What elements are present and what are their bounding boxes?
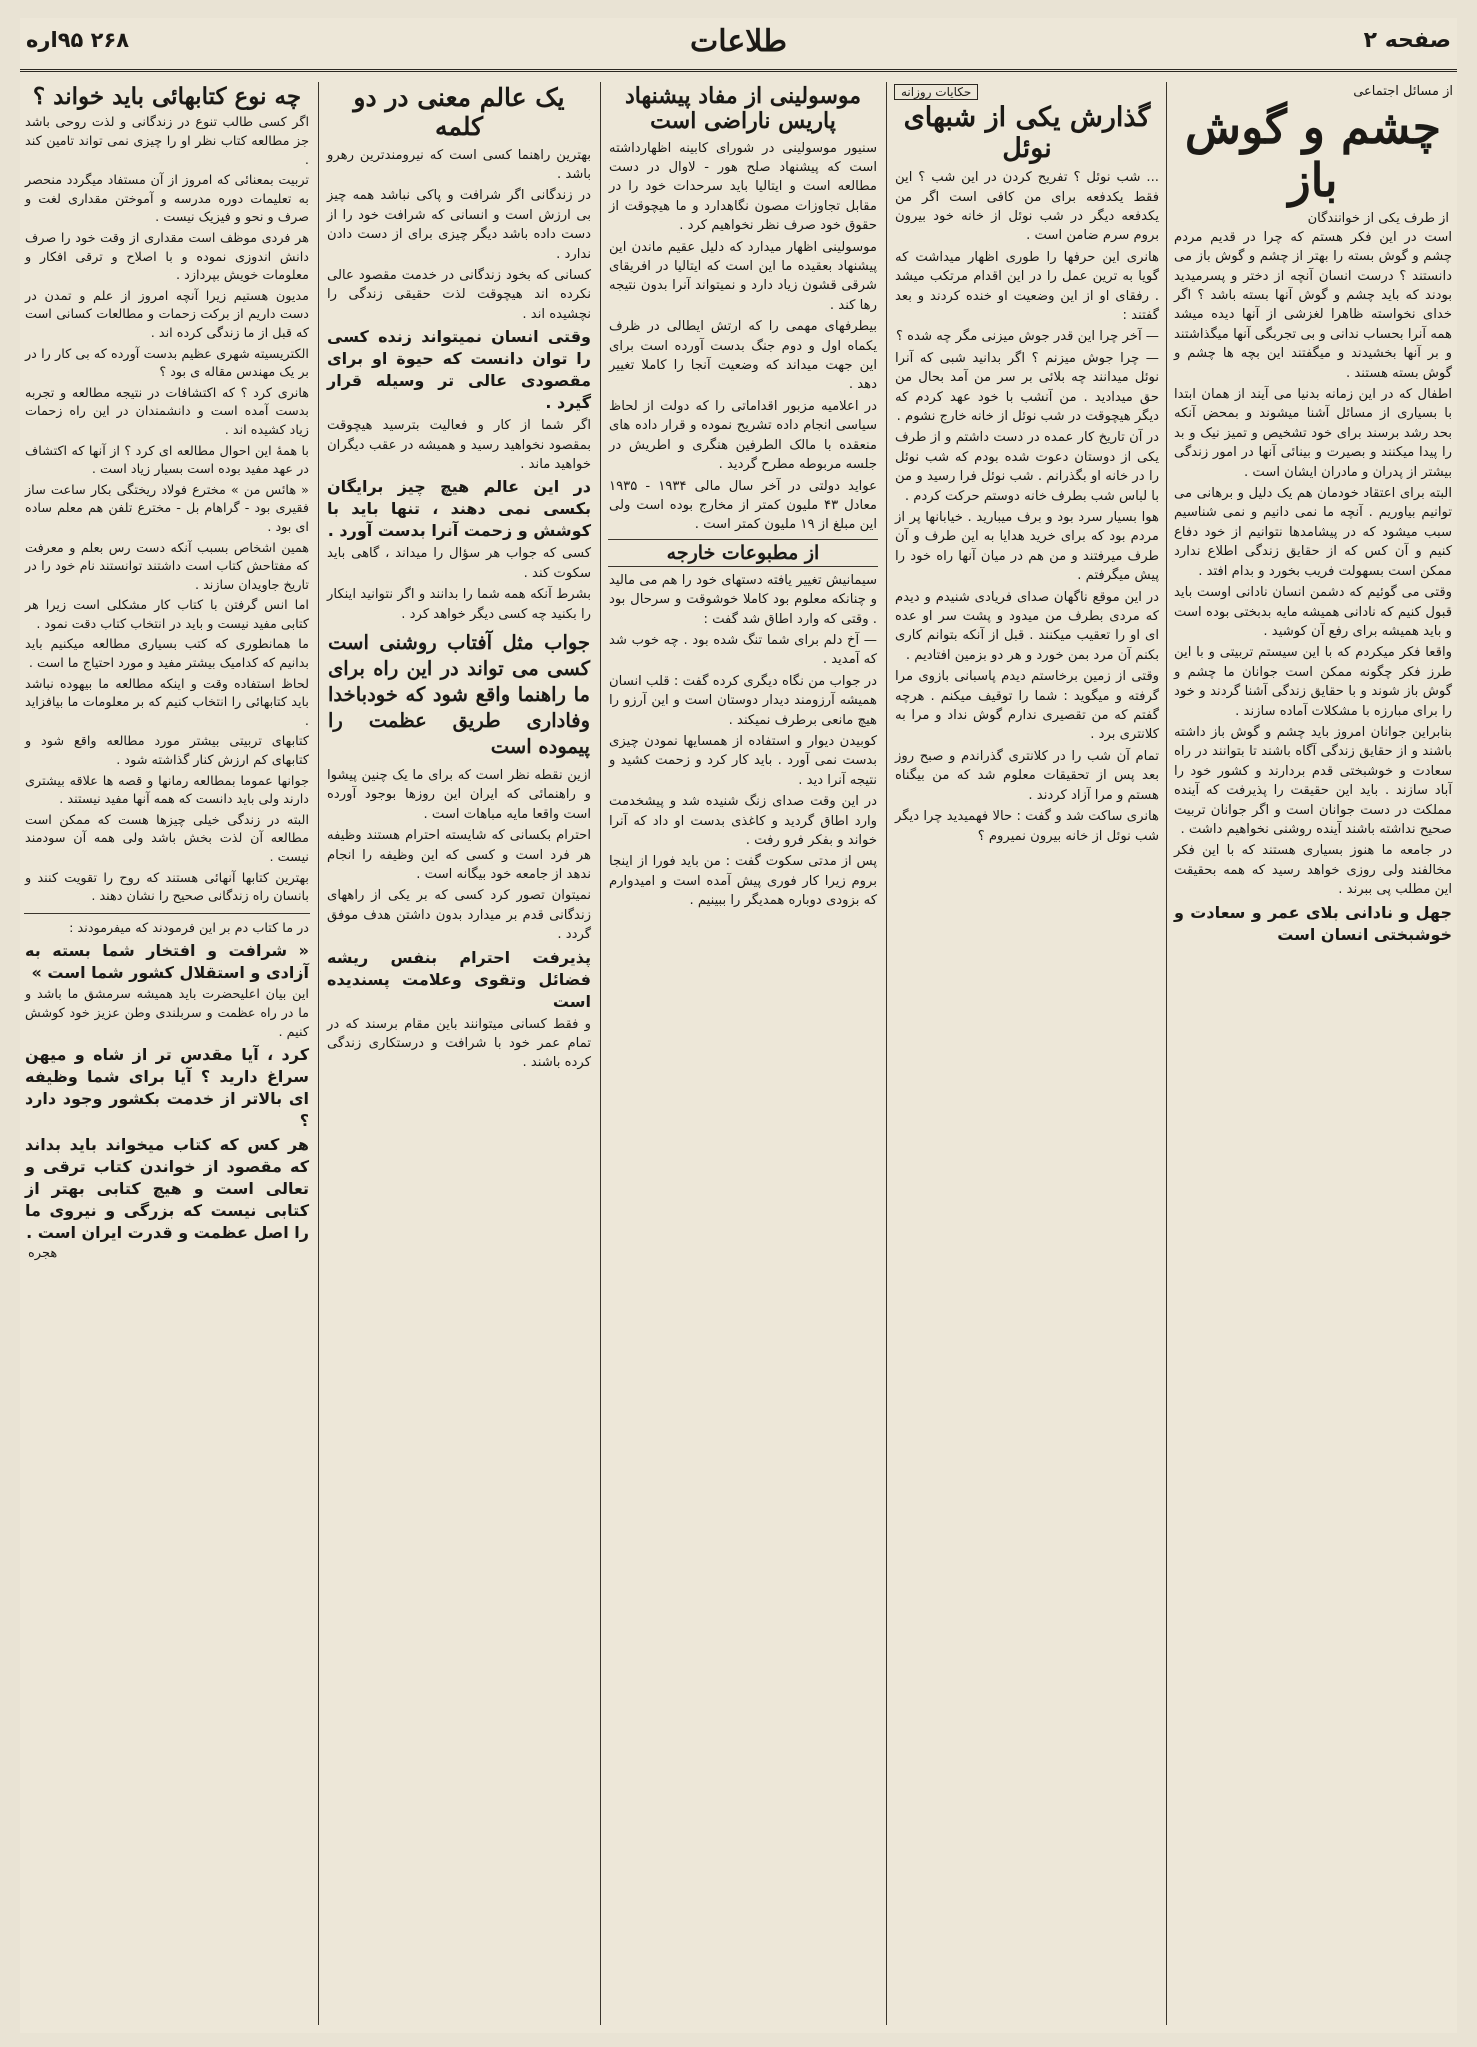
paragraph-emphasis: هر کس که کتاب میخواند باید بداند که مقصود از خواندن کتاب ترقی و تعالی است و هیچ کتابی بهتر از کتابی نیست که بزرگی و نیروی ما را اصل عظمت و قدرت ایران است .: [25, 1135, 309, 1243]
paragraph: در زندگانی اگر شرافت و پاکی نباشد همه چیز بی ارزش است و انسانی که شرافت خود را از دست داده باشد دیگر چیزی برای از دست دادن ندارد .: [327, 188, 591, 262]
column5-headline: چه نوع کتابهائی باید خواند ؟: [32, 83, 302, 110]
paragraph: این بیان اعلیحضرت باید همیشه سرمشق ما باشد و ما در راه عظمت و سربلندی وطن عزیز خود کوشش کنیم .: [25, 987, 309, 1040]
issue-number: ۲۶۸ ۹۵اره: [26, 28, 130, 52]
paragraph: اگر کسی طالب تنوع در زندگانی و لذت روحی باشد جز مطالعه کتاب نظر او را چیزی نمی تواند تامین کند .: [25, 115, 309, 168]
closing-statement: جهل و نادانی بلای عمر و سعادت و خوشبختی انسان است: [1174, 902, 1452, 944]
paragraph: پس از مدتی سکوت گفت : من باید فورا از اینجا بروم زیرا کار فوری پیش آمده است و امیدوارم که بزودی دوباره همدیگر را ببینیم .: [609, 854, 877, 909]
section-divider: [24, 913, 310, 914]
column1-headline: چشم و گوش باز: [1184, 100, 1442, 207]
paragraph: عواید دولتی در آخر سال مالی ۱۹۳۴ - ۱۹۳۵ معادل ۴۳ ملیون کمتر از مخارج بوده است ولی این مبلغ از ۱۹ ملیون کمتر است .: [609, 478, 877, 533]
column2-headline: گذارش یکی از شبهای نوئل: [903, 102, 1151, 165]
paragraph: جوانها عموما بمطالعه رمانها و قصه ها علاقه بیشتری دارند ولی باید دانست که همه آنها مفید نیستند .: [25, 773, 309, 808]
paragraph-emphasis: پذیرفت احترام بنفس ریشه فضائل وتقوی وعلامت پسندیده است: [327, 947, 591, 1011]
paragraph: در جامعه ما هنوز بسیاری هستند که با این فکر مخالفند ولی روزی خواهد رسید که همه بحقیقت این مطلب پی ببرند .: [1174, 843, 1452, 898]
paragraph-emphasis: در این عالم هیچ چیز برایگان بکسی نمی دهند ، تنها باید با کوشش و زحمت آنرا بدست آورد .: [327, 477, 591, 541]
column-rule: [318, 82, 319, 2025]
column5-byline: هجره: [28, 1246, 58, 1262]
paragraph: بهترین کتابها آنهائی هستند که روح را تقویت کنند و بانسان راه زندگانی صحیح را نشان دهند .: [25, 870, 309, 905]
column5-body: [25, 114, 309, 906]
paragraph: همین اشخاص بسبب آنکه دست رس بعلم و معرفت که مفتاحش کتاب است داشتند توانستند نام خود را در تاریخ جاویدان سازند .: [25, 540, 309, 593]
paragraph: هوا بسیار سرد بود و برف میبارید . خیابانها پر از مردم بود که برای خرید هدایا به این طرف و آن طرف میرفتند و من هم در میان آنها راه خود را پیش میگرفتم .: [895, 510, 1159, 584]
paragraph: البته در زندگی خیلی چیزها هست که ممکن است مطالعه آن لذت بخش باشد ولی همه آن سودمند نیست .: [25, 812, 309, 865]
paragraph: الکتریسیته شهری عظیم بدست آورده که بی کار را در بر یک مهندس مقاله ی بود ؟: [25, 346, 309, 381]
paragraph: وقتی می گوئیم که دشمن انسان نادانی اوست باید قبول کنیم که نادانی همیشه مایه بدبختی بوده است و باید همیشه برای رفع آن کوشید .: [1174, 585, 1452, 639]
paragraph: ما همانطوری که کتب بسیاری مطالعه میکنیم باید بدانیم که کدامیک بیشتر مفید و مورد احتیاج ما است .: [25, 637, 309, 672]
paper-name: طلاعات: [689, 24, 788, 59]
paragraph: کوبیدن دیوار و استفاده از همسایها نمودن چیزی بدست نمی آورد . باید کار کرد و زحمت کشید و نتیجه آنرا دید .: [609, 733, 877, 788]
column1-kicker: از مسائل اجتماعی: [1353, 84, 1453, 99]
paragraph-emphasis: کرد ، آیا مقدس تر از شاه و میهن سراغ دارید ؟ آیا برای شما وظیفه ای بالاتر از خدمت بکشور وجود دارد ؟: [25, 1045, 309, 1131]
column3-headline: موسولینی از مفاد پیشنهاد پاریس ناراضی است: [624, 83, 862, 135]
column-rule: [886, 82, 887, 2025]
column3-body-2: [609, 571, 877, 911]
paragraph: موسولینی اظهار میدارد که دلیل عقیم ماندن این پیشنهاد بعقیده ما این است که ایتالیا در افریقای شرقی قشون زیاد دارد و نمیتواند آنرا بدون نتیجه رها کند .: [609, 239, 877, 313]
paragraph: — چرا جوش میزنم ؟ اگر بدانید شبی که آنرا نوئل میدانند چه بلائی بر سر من آمد بحال من حق میدادید . من آنشب با خود عهد کردم که دیگر هیچوقت در شب نوئل از خانه خارج نشوم .: [895, 350, 1159, 424]
column4-headline: یک عالم معنی در دو کلمه: [353, 83, 565, 141]
column-daily-story: [890, 82, 1164, 2025]
paragraph: احترام بکسانی که شایسته احترام هستند وظیفه هر فرد است و کسی که این وظیفه را انجام ندهد از جامعه خود بیگانه است .: [327, 828, 591, 883]
paragraph: بنابراین جوانان امروز باید چشم و گوش باز داشته باشند و از حقایق زندگی آگاه باشند تا بتوانند در راه سعادت و خوشبختی قدم بردارند و کشور خود را آباد سازند . باید این حقیقت را پذیرفت که آینده مملکت در دست جوانان است و اگر جوانان تربیت صحیح نداشته باشند آینده روشنی نخواهیم داشت .: [1174, 724, 1452, 837]
paragraph: — آخر چرا این قدر جوش میزنی مگر چه شده ؟: [895, 329, 1159, 345]
paragraph: است در این فکر هستم که چرا در قدیم مردم چشم و گوش بسته را بهتر از چشم و گوش باز می دانستند ؟ درست انسان آنچه از دختر و پسرمیدید بودند که باید چشم و گوش آنها بسته باشد ؟ اگر خدای نخواسته ظاهرا لغزشی از آنها دیده میشد همه آنرا بحساب ندانی و بی تجربگی آنها میگذاشتند و بر آنها بخشیدند و میگفتند این بچه ها چشم و گوش بسته هستند .: [1174, 229, 1452, 381]
paragraph: تربیت بمعنائی که امروز از آن مستفاد میگردد منحصر به تعلیمات دوره مدرسه و آموختن مقداری لغت و صرف و نحو و فیزیک نیست .: [25, 173, 309, 226]
column4-body-2: [327, 766, 591, 1073]
paragraph: کسی که جواب هر سؤال را میداند ، گاهی باید سکوت کند .: [327, 546, 591, 581]
column-social-issues: [1169, 82, 1457, 2025]
paragraph: — آخ دلم برای شما تنگ شده بود . چه خوب شد که آمدید .: [609, 632, 877, 668]
paragraph-emphasis: وقتی انسان نمیتواند زنده کسی را توان دانست که حیوة او برای مقصودی عالی تر وسیله قرار گیرد .: [327, 327, 591, 413]
paragraph: هانری این حرفها را طوری اظهار میداشت که گویا به ترین عمل را در این اقدام مرتکب میشد . رفقای او از این وضعیت او خنده کردند و بعد گفتند :: [895, 249, 1159, 323]
column-meaning: [322, 82, 596, 2025]
paragraph: و فقط کسانی میتوانند باین مقام برسند که در تمام عمر خود با شرافت و درستکاری زندگی کرده باشند .: [327, 1016, 591, 1071]
paragraph: در اعلامیه مزبور اقداماتی را که دولت از لحاظ سیاسی انجام داده تشریح نموده و قرار داده های منعقده با مالک الطرفین هنگری و اطریش در جلسه مربوطه مطرح گردید .: [609, 398, 877, 473]
paragraph: لحاظ استفاده وقت و اینکه مطالعه ما بیهوده نباشد باید کتابهائی را انتخاب کنیم که بر معلومات ما بیافزاید .: [25, 676, 309, 729]
column4-body: [327, 146, 591, 625]
column-books: [20, 82, 314, 2025]
foreign-press-heading: از مطبوعات خارجه: [608, 539, 878, 567]
column-rule: [1166, 82, 1167, 2025]
page-number: صفحه ۲: [1363, 28, 1451, 53]
paragraph: در جواب من نگاه دیگری کرده گفت : قلب انسان همیشه آرزومند دیدار دوستان است و این آرزو را هیچ مانعی برطرف نمیکند .: [609, 673, 877, 728]
paragraph: اگر شما از کار و فعالیت بترسید هیچوقت بمقصود نخواهید رسید و همیشه در عقب دیگران خواهید ماند .: [327, 418, 591, 472]
paragraph: با همهٔ این احوال مطالعه ای کرد ؟ از آنها که اکتشاف در عهد مفید بوده است بسیار زیاد است .: [25, 443, 309, 478]
newspaper-page: [20, 18, 1457, 2033]
paragraph: « هائس من » مخترع فولاد ریختگی بکار ساعت ساز فقیری بود - گراهام بل - مخترع تلفن هم معلم ساده ای بود .: [25, 482, 309, 535]
paragraph: کتابهای تربیتی بیشتر مورد مطالعه واقع شود و کتابهای کم ارزش کنار گذاشته شود .: [25, 734, 309, 769]
paragraph: تمام آن شب را در کلانتری گذراندم و صبح روز بعد پس از تحقیقات معلوم شد که من بیگناه هستم و مرا آزاد کردند .: [895, 748, 1159, 803]
paragraph: هانری ساکت شد و گفت : حالا فهمیدید چرا دیگر شب نوئل از خانه بیرون نمیروم ؟: [895, 809, 1159, 844]
column-mussolini: [604, 82, 882, 2025]
paragraph: هر فردی موظف است مقداری از وقت خود را صرف دانش اندوزی نموده و با اصلاح و ترقی افکار و معلومات خویش بپردازد .: [25, 231, 309, 284]
royal-quote: « شرافت و افتخار شما بسته به آزادی و استقلال کشور شما است »: [25, 941, 309, 983]
paragraph: نمیتوان تصور کرد کسی که بر یکی از راههای زندگانی قدم بر میدارد بدون داشتن هدف موفق گردد .: [327, 888, 591, 943]
paragraph: واقعا فکر میکردم که با این سیستم تربیتی و با این طرز فکر چگونه ممکن است جوانان ما چشم و گوش باز شوند و با حقایق زندگی آشنا گردند و خود را برای مبارزه با مشکلات آماده سازند .: [1174, 645, 1452, 719]
paragraph: وقتی از زمین برخاستم دیدم پاسبانی بازوی مرا گرفته و میگوید : شما را توقیف میکنم . هرچه گفتم که من تقصیری ندارم گوش نداد و مرا به کلانتری برد .: [895, 669, 1159, 743]
paragraph: اطفال که در این زمانه بدنیا می آیند از همان ابتدا با بسیاری از مسائل آشنا میشوند و بمحض آنکه بحد رشد برسند برای خود تشخیص و تمیز نیک و بد را پیدا میکنند و بصیرت و بینائی آنها در امور زندگی بیشتر از پدران و مادران ایشان است .: [1174, 387, 1452, 480]
column-rule: [600, 82, 601, 2025]
paragraph: در ما کتاب دم بر این فرمودند که میفرمودند :: [69, 920, 309, 936]
paragraph: سنیور موسولینی در شورای کابینه اظهارداشته است که پیشنهاد صلح هور - لاوال در دست مطالعه است و ایتالیا باید سرحدات خود را در مقابل تجاوزات مصون نگاهدارد و ما هیچوقت از حقوق خود صرف نظر نخواهیم کرد .: [609, 140, 877, 234]
paragraph: سیمانیش تغییر یافته دستهای خود را هم می مالید و چنانکه معلوم بود کاملا خوشوقت و سرحال بود . وقتی که وارد اطاق شد گفت :: [609, 572, 877, 627]
paragraph: بهترین راهنما کسی است که نیرومندترین رهرو باشد .: [327, 147, 591, 182]
column5-body-2: [25, 920, 309, 1244]
paragraph: در این موقع ناگهان صدای فریادی شنیدم و دیدم که مردی بطرف من میدود و پشت سر او عده ای او را تعقیب میکنند . قبل از آنکه بتوانم کاری بکنم آن مرد بمن خورد و هر دو بزمین افتادیم .: [895, 589, 1159, 663]
column1-body: [1174, 228, 1452, 946]
paragraph: اما انس گرفتن با کتاب کار مشکلی است زیرا هر کتابی مفید نیست و باید در انتخاب کتاب دقت نمود .: [25, 598, 309, 632]
paragraph: در آن تاریخ کار عمده در دست داشتم و از طرف یکی از دوستان دعوت شده بودم که شب نوئل را در خانه او بگذرانم . شب نوئل فرا رسید و من با لباس شب بطرف خانه دوستم حرکت کردم .: [895, 430, 1159, 504]
pull-quote: جواب مثل آفتاب روشنی است کسی می تواند در این راه برای ما راهنما واقع شود که خودباخدا وفاداری طریق عظمت را پیموده است: [328, 631, 590, 758]
paragraph: ... شب نوئل ؟ تفریح کردن در این شب ؟ این فقط یکدفعه برای من کافی است اگر من یکدفعه دیگر در شب نوئل از خانه خود بیرون بروم سرم ضامن است .: [895, 170, 1159, 244]
paragraph: البته برای اعتقاد خودمان هم یک دلیل و برهانی می توانیم بیاوریم . آنچه ما نمی دانیم و نمی شناسیم سبب میشود که در پیشامدها نتوانیم از خود دفاع کنیم و آن کس که از حقایق زندگی اطلاع ندارد ممکن است بسهولت فریب بخورد و بدام افتد .: [1174, 486, 1452, 579]
masthead: [20, 18, 1457, 72]
paragraph: در این وقت صدای زنگ شنیده شد و پیشخدمت وارد اطاق گردید و کاغذی بدست او داد که آنرا خواند و بفکر فرو رفت .: [609, 794, 877, 848]
paragraph: بشرط آنکه همه شما را بدانند و اگر نتوانید اینکار را بکنید چه کسی دیگر خواهد کرد .: [327, 587, 591, 622]
column1-byline: از طرف یکی از خوانندگان: [1307, 210, 1449, 226]
column3-body: [609, 139, 877, 535]
column2-kicker: حکایات روزانه: [894, 84, 978, 100]
paragraph: مدیون هستیم زیرا آنچه امروز از علم و تمدن در دست داریم از برکت زحمات و مطالعات کسانی است که قبل از ما زندگی کرده اند .: [25, 288, 309, 341]
paragraph: بیطرفهای مهمی را که ارتش ایطالی در ظرف یکماه اول و دوم جنگ بدست آورده است برای این جهت میداند که وضعیت آنجا را کاملا تغییر دهد .: [609, 319, 877, 393]
paragraph: ازین نقطه نظر است که برای ما یک چنین پیشوا و راهنمائی که ایران این روزها بوجود آورده است واقعا مایه مباهات است .: [327, 768, 591, 822]
column2-body: [895, 168, 1159, 846]
paragraph: کسانی که بخود زندگانی در خدمت مقصود عالی نکرده اند هیچوقت لذت حقیقی زندگی را نچشیده اند .: [327, 267, 591, 322]
paragraph: هانری کرد ؟ که اکتشافات در نتیجه مطالعه و تجربه بدست آمده است و دانشمندان در این راه زحمات زیاد کشیده اند .: [25, 385, 309, 438]
